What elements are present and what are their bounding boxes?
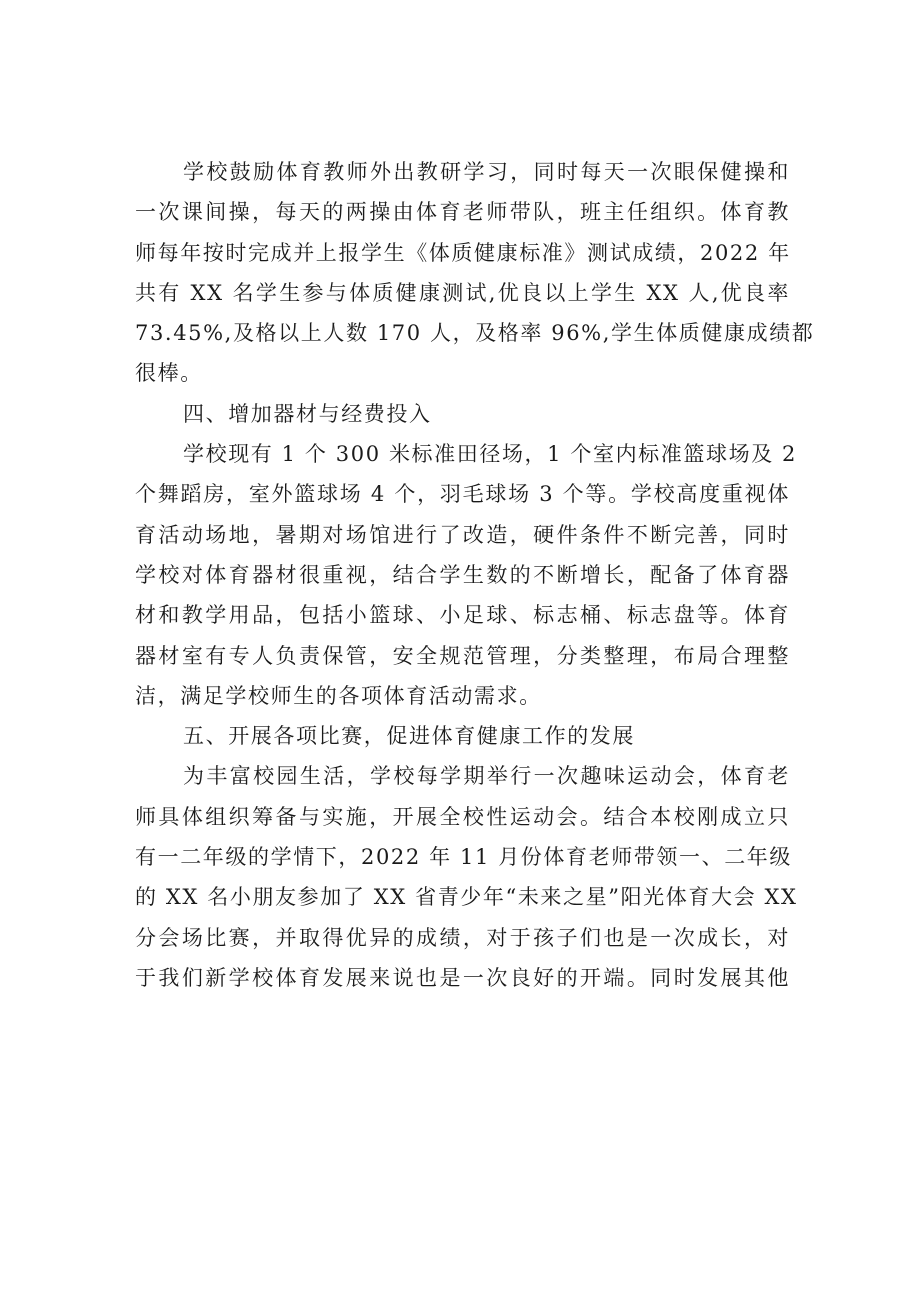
text-line: 师每年按时完成并上报学生《体质健康标准》测试成绩，2022 年 — [135, 240, 791, 265]
text-line: 学校对体育器材很重视，结合学生数的不断增长，配备了体育器 — [135, 562, 790, 587]
text-line: 洁，满足学校师生的各项体育活动需求。 — [135, 683, 542, 708]
text-line: 育活动场地，暑期对场馆进行了改造，硬件条件不断完善，同时 — [135, 522, 790, 547]
text-line: 一次课间操，每天的两操由体育老师带队，班主任组织。体育教 — [135, 200, 790, 225]
text-line: 学校鼓励体育教师外出教研学习，同时每天一次眼保健操和 — [183, 160, 790, 184]
text-line: 个舞蹈房，室外篮球场 4 个，羽毛球场 3 个等。学校高度重视体 — [135, 482, 790, 507]
text-line: 分会场比赛，并取得优异的成绩，对于孩子们也是一次成长，对 — [135, 925, 790, 950]
text-line: 于我们新学校体育发展来说也是一次良好的开端。同时发展其他 — [135, 965, 790, 990]
text-line: 器材室有专人负责保管，安全规范管理，分类整理，布局合理整 — [135, 643, 790, 668]
text-line: 的 XX 名小朋友参加了 XX 省青少年“未来之星”阳光体育大会 XX — [135, 885, 798, 910]
text-line: 五、开展各项比赛，促进体育健康工作的发展 — [183, 724, 635, 749]
text-line: 师具体组织筹备与实施，开展全校性运动会。结合本校刚成立只 — [135, 804, 790, 829]
text-line: 学校现有 1 个 300 米标准田径场，1 个室内标准篮球场及 2 — [183, 442, 798, 467]
paragraph — [135, 152, 815, 394]
document-body — [135, 152, 815, 998]
text-line: 有一二年级的学情下，2022 年 11 月份体育老师带领一、二年级 — [135, 845, 792, 870]
text-line: 四、增加器材与经费投入 — [183, 401, 432, 426]
text-line: 很棒。 — [135, 361, 203, 386]
text-line: 73.45%,及格以上人数 170 人，及格率 96%,学生体质健康成绩都 — [135, 321, 815, 346]
text-line: 材和教学用品，包括小篮球、小足球、标志桶、标志盘等。体育 — [135, 603, 790, 628]
section-heading — [135, 716, 790, 756]
section-heading — [135, 394, 790, 434]
text-line: 共有 XX 名学生参与体质健康测试,优良以上学生 XX 人,优良率 — [135, 280, 790, 305]
paragraph — [135, 756, 798, 998]
text-line: 为丰富校园生活，学校每学期举行一次趣味运动会，体育老 — [183, 764, 790, 789]
paragraph — [135, 434, 798, 716]
